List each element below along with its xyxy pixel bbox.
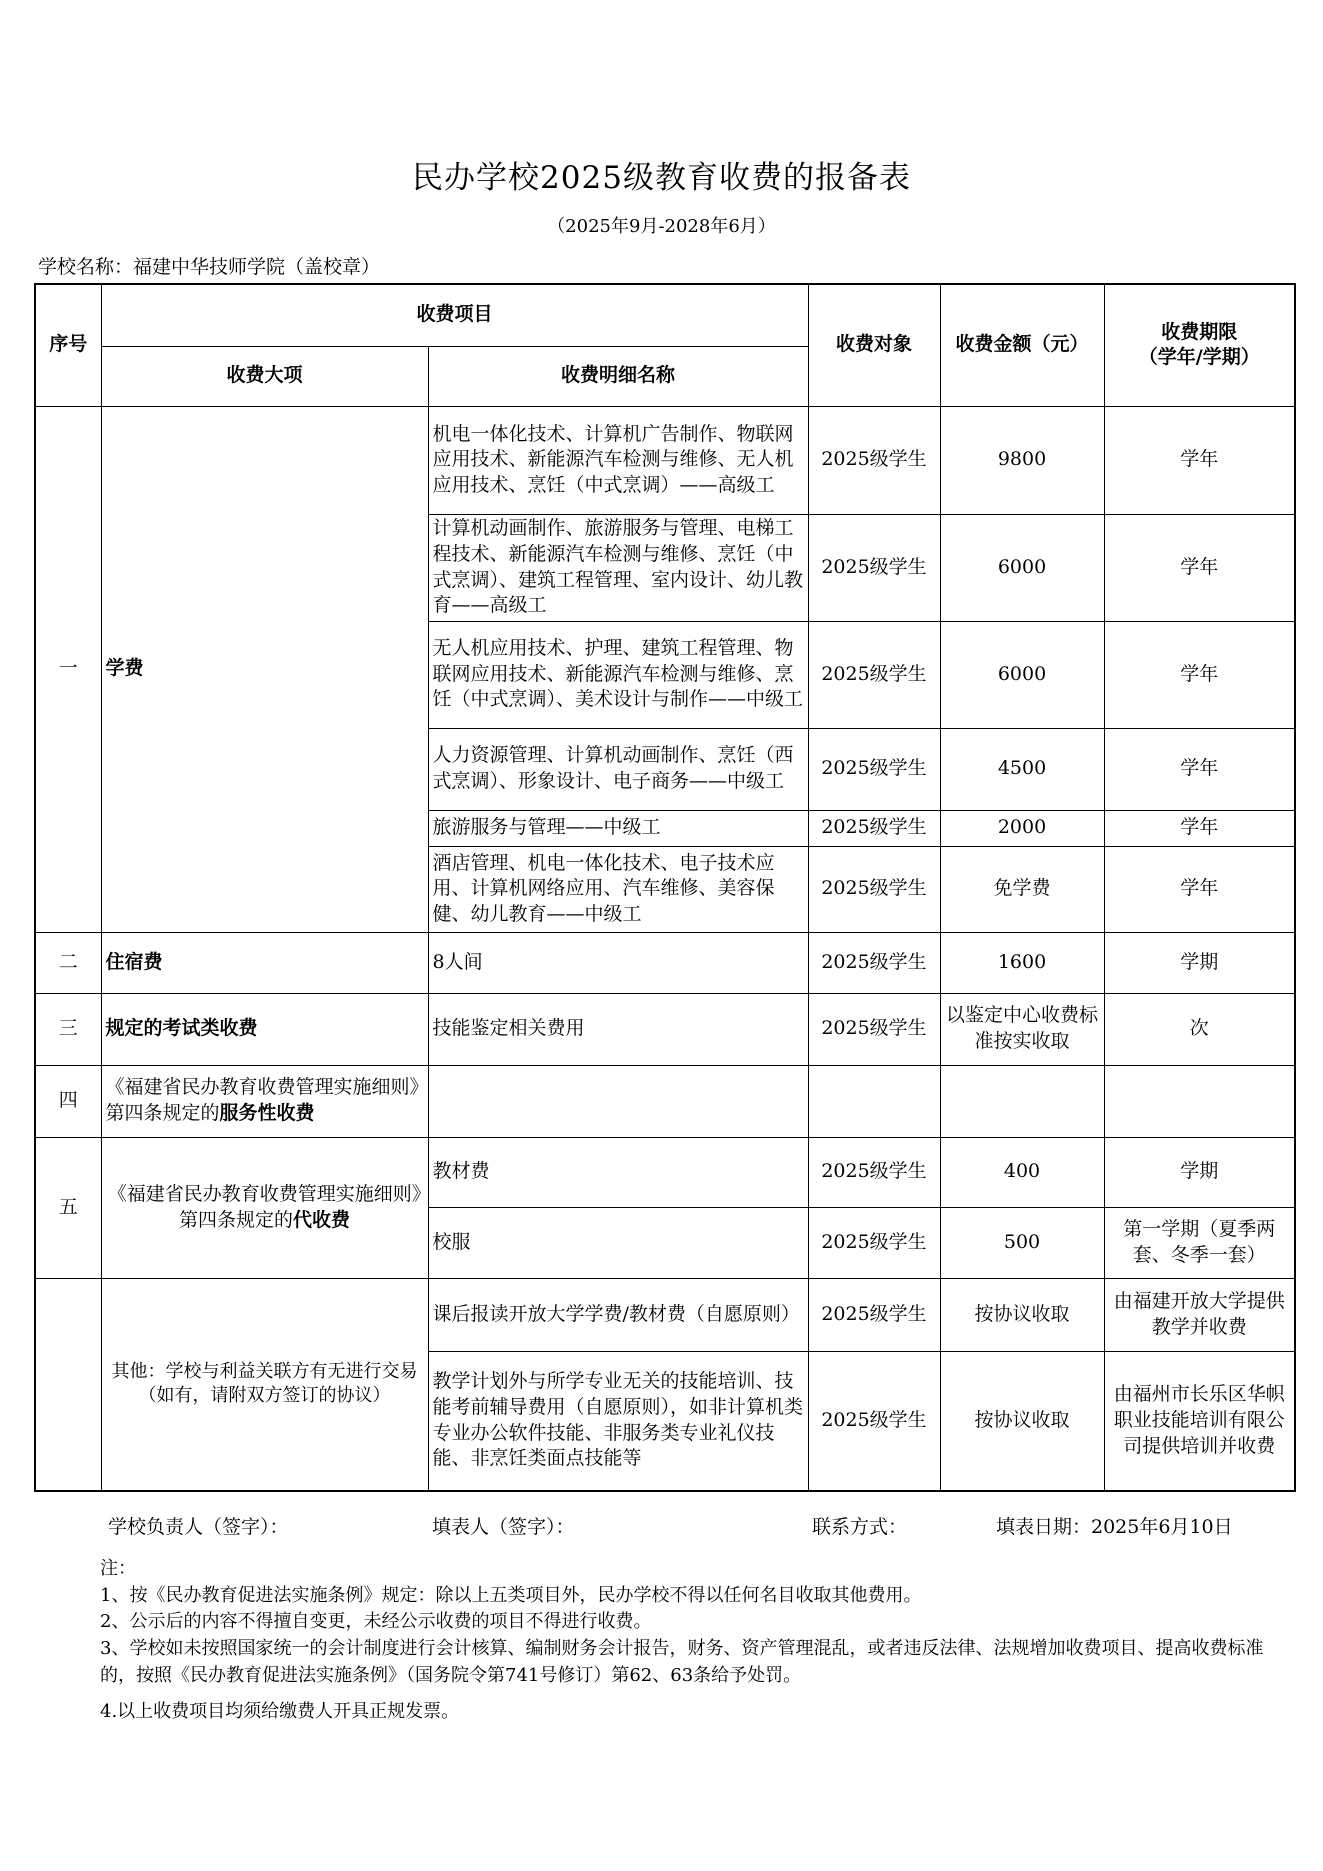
table-row [35,1137,1295,1207]
detail-cell: 机电一体化技术、计算机广告制作、物联网应用技术、新能源汽车检测与维修、无人机应用技术、烹饪（中式烹调）——高级工 [428,406,808,514]
target-cell [808,1065,940,1137]
period-cell: 次 [1104,993,1295,1065]
period-cell: 学年 [1104,621,1295,728]
amount-cell: 以鉴定中心收费标准按实收取 [940,993,1104,1065]
table-row [35,1065,1295,1137]
table-row [35,1278,1295,1351]
header-amount: 收费金额（元） [940,284,1104,406]
school-name-line: 学校名称：福建中华技师学院（盖校章） [38,256,381,278]
detail-cell: 旅游服务与管理——中级工 [428,810,808,846]
period-cell: 学年 [1104,514,1295,621]
header-target: 收费对象 [808,284,940,406]
category-emphasis: 服务性收费 [219,1102,315,1124]
seq-cell: 五 [35,1137,101,1278]
contact-label: 联系方式： [812,1516,908,1538]
amount-cell: 6000 [940,514,1104,621]
header-period-label: 收费期限 [1161,320,1238,343]
detail-cell: 无人机应用技术、护理、建筑工程管理、物联网应用技术、新能源汽车检测与维修、烹饪（中式烹调）、美术设计与制作——中级工 [428,621,808,728]
seq-cell [35,1278,101,1491]
detail-cell: 教材费 [428,1137,808,1207]
target-cell: 2025级学生 [808,621,940,728]
amount-cell: 6000 [940,621,1104,728]
filler-signature-label: 填表人（签字）： [432,1516,575,1538]
target-cell: 2025级学生 [808,1278,940,1351]
amount-cell [940,1065,1104,1137]
target-cell: 2025级学生 [808,810,940,846]
category-cell: 住宿费 [101,932,428,993]
target-cell: 2025级学生 [808,406,940,514]
category-prefix: 《福建省民办教育收费管理实施细则》第四条规定的 [107,1182,422,1231]
table-row [35,993,1295,1065]
detail-cell: 8人间 [428,932,808,993]
amount-cell: 500 [940,1207,1104,1278]
category-cell: 学费 [101,406,428,932]
detail-cell: 酒店管理、机电一体化技术、电子技术应用、计算机网络应用、汽车维修、美容保健、幼儿教育——中级工 [428,846,808,932]
fee-table [34,283,1296,1492]
header-period-sub: （学年/学期） [1138,346,1260,369]
detail-cell: 课后报读开放大学学费/教材费（自愿原则） [428,1278,808,1351]
period-cell: 由福州市长乐区华帜职业技能培训有限公司提供培训并收费 [1104,1351,1295,1491]
detail-cell [428,1065,808,1137]
detail-cell: 计算机动画制作、旅游服务与管理、电梯工程技术、新能源汽车检测与维修、烹饪（中式烹调）、建筑工程管理、室内设计、幼儿教育——高级工 [428,514,808,621]
fill-date: 填表日期：2025年6月10日 [996,1516,1233,1538]
seq-cell: 三 [35,993,101,1065]
period-cell: 第一学期（夏季两套、冬季一套） [1104,1207,1295,1278]
amount-cell: 400 [940,1137,1104,1207]
category-prefix: 《福建省民办教育收费管理实施细则》第四条规定的 [105,1076,420,1124]
page-title: 民办学校2025级教育收费的报备表 [412,160,911,196]
category-cell [101,1137,428,1278]
period-cell: 由福建开放大学提供教学并收费 [1104,1278,1295,1351]
detail-cell: 技能鉴定相关费用 [428,993,808,1065]
amount-cell: 4500 [940,728,1104,810]
target-cell: 2025级学生 [808,846,940,932]
period-cell: 学期 [1104,1137,1295,1207]
detail-cell: 人力资源管理、计算机动画制作、烹饪（西式烹调）、形象设计、电子商务——中级工 [428,728,808,810]
amount-cell: 按协议收取 [940,1278,1104,1351]
period-cell: 学期 [1104,932,1295,993]
amount-cell: 2000 [940,810,1104,846]
target-cell: 2025级学生 [808,514,940,621]
period-cell: 学年 [1104,406,1295,514]
seq-cell: 四 [35,1065,101,1137]
header-detail: 收费明细名称 [428,346,808,406]
category-cell: 其他：学校与利益关联方有无进行交易（如有，请附双方签订的协议） [101,1278,428,1491]
detail-cell: 教学计划外与所学专业无关的技能培训、技能考前辅导费用（自愿原则），如非计算机类专业办公软件技能、非服务类专业礼仪技能、非烹饪类面点技能等 [428,1351,808,1491]
target-cell: 2025级学生 [808,993,940,1065]
seq-cell: 一 [35,406,101,932]
category-cell [101,1065,428,1137]
period-cell: 学年 [1104,810,1295,846]
date-range-subtitle: （2025年9月-2028年6月） [547,216,776,237]
seq-cell: 二 [35,932,101,993]
notes-section [100,1556,1290,1726]
table-row [35,406,1295,514]
target-cell: 2025级学生 [808,728,940,810]
header-category: 收费大项 [101,346,428,406]
target-cell: 2025级学生 [808,1351,940,1491]
note-item: 2、公示后的内容不得擅自变更，未经公示收费的项目不得进行收费。 [100,1611,652,1633]
period-cell: 学年 [1104,846,1295,932]
amount-cell: 免学费 [940,846,1104,932]
header-item-group: 收费项目 [101,284,808,346]
target-cell: 2025级学生 [808,1207,940,1278]
header-row-1 [35,284,1295,346]
note-item: 1、按《民办教育促进法实施条例》规定：除以上五类项目外，民办学校不得以任何名目收取其他费用。 [100,1584,922,1606]
category-cell: 规定的考试类收费 [101,993,428,1065]
amount-cell: 9800 [940,406,1104,514]
principal-signature-label: 学校负责人（签字）： [108,1516,289,1538]
detail-cell: 校服 [428,1207,808,1278]
target-cell: 2025级学生 [808,932,940,993]
category-emphasis: 代收费 [293,1208,351,1231]
note-item: 3、学校如未按照国家统一的会计制度进行会计核算、编制财务会计报告，财务、资产管理混乱，或者违反法律、法规增加收费项目、提高收费标准的，按照《民办教育促进法实施条例》（国务院令第741号修订）第62、63条给予处罚。 [100,1637,1264,1686]
header-seq: 序号 [35,284,101,406]
period-cell: 学年 [1104,728,1295,810]
target-cell: 2025级学生 [808,1137,940,1207]
note-item: 4.以上收费项目均须给缴费人开具正规发票。 [100,1701,460,1723]
period-cell [1104,1065,1295,1137]
notes-heading: 注： [100,1558,136,1579]
header-period [1104,284,1295,406]
table-row [35,932,1295,993]
amount-cell: 1600 [940,932,1104,993]
amount-cell: 按协议收取 [940,1351,1104,1491]
